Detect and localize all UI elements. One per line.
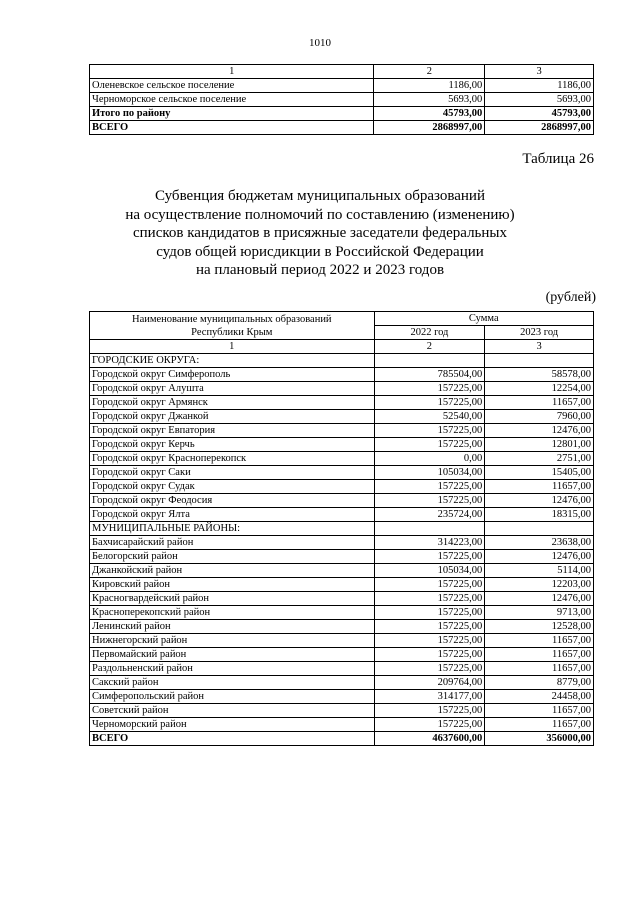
row-name-cell: Городской округ Симферополь: [90, 368, 375, 382]
row-name-cell: Городской округ Армянск: [90, 396, 375, 410]
table-row: [90, 592, 594, 606]
amount-2023-cell: 12801,00: [485, 438, 594, 452]
page-number: 1010: [309, 37, 331, 49]
amount-2023-cell: 15405,00: [485, 466, 594, 480]
column-number-1: 1: [90, 65, 374, 79]
row-name-cell: Ленинский район: [90, 620, 375, 634]
title-line: на плановый период 2022 и 2023 годов: [195, 262, 445, 278]
amount-2022-cell: 235724,00: [374, 508, 485, 522]
table-row: [90, 704, 594, 718]
column-number-1: 1: [90, 340, 375, 354]
amount-2022-cell: 157225,00: [374, 704, 485, 718]
table-row: [90, 107, 594, 121]
amount-2022-cell: 4637600,00: [374, 732, 485, 746]
table-row: [90, 466, 594, 480]
table-row: [90, 354, 594, 368]
table-row: [90, 634, 594, 648]
amount-2023-cell: 11657,00: [485, 634, 594, 648]
row-name-cell: Городской округ Красноперекопск: [90, 452, 375, 466]
amount-2023-cell: [485, 522, 594, 536]
table-row: [90, 368, 594, 382]
table-row: [90, 424, 594, 438]
table-row: [90, 452, 594, 466]
table-row: [90, 410, 594, 424]
amount-2023-cell: 12476,00: [485, 424, 594, 438]
sum-header: Сумма: [374, 312, 593, 326]
amount-2022-cell: 314177,00: [374, 690, 485, 704]
row-name-cell: Городской округ Керчь: [90, 438, 375, 452]
amount-2022-cell: 157225,00: [374, 662, 485, 676]
name-header-line-1: Наименование муниципальных образований: [132, 313, 332, 325]
amount-2023-cell: 24458,00: [485, 690, 594, 704]
column-number-3: 3: [485, 340, 594, 354]
table-row: [90, 494, 594, 508]
table-row: [90, 79, 594, 93]
amount-2023-cell: 8779,00: [485, 676, 594, 690]
amount-2023-cell: 23638,00: [485, 536, 594, 550]
amount-2022-cell: 785504,00: [374, 368, 485, 382]
amount-2022-cell: 157225,00: [374, 718, 485, 732]
column-number-3: 3: [485, 65, 594, 79]
row-name-cell: Городской округ Ялта: [90, 508, 375, 522]
amount-2022-cell: 157225,00: [374, 634, 485, 648]
table-row: [90, 578, 594, 592]
name-column-header: [90, 312, 375, 340]
row-name-cell: Черноморское сельское поселение: [90, 93, 374, 107]
amount-2022-cell: 157225,00: [374, 480, 485, 494]
amount-2022-cell: 209764,00: [374, 676, 485, 690]
numbering-row: [90, 340, 594, 354]
amount-2022-cell: 157225,00: [374, 606, 485, 620]
amount-2023-cell: 11657,00: [485, 718, 594, 732]
row-name-cell: Оленевское сельское поселение: [90, 79, 374, 93]
row-name-cell: Городской округ Джанкой: [90, 410, 375, 424]
row-name-cell: ГОРОДСКИЕ ОКРУГА:: [90, 354, 375, 368]
amount-2022-cell: 105034,00: [374, 466, 485, 480]
table-title: [0, 187, 640, 280]
row-name-cell: Первомайский район: [90, 648, 375, 662]
amount-2023-cell: 11657,00: [485, 480, 594, 494]
table-row: [90, 550, 594, 564]
amount-2022-cell: 157225,00: [374, 592, 485, 606]
table-row: [90, 606, 594, 620]
year-2022-header: 2022 год: [374, 326, 485, 340]
table-row: [90, 93, 594, 107]
table-row: [90, 690, 594, 704]
amount-2023-cell: 12476,00: [485, 592, 594, 606]
amount-2023-cell: 5114,00: [485, 564, 594, 578]
row-name-cell: Городской округ Саки: [90, 466, 375, 480]
amount-2022-cell: 157225,00: [374, 382, 485, 396]
row-name-cell: Бахчисарайский район: [90, 536, 375, 550]
amount-2023-cell: 11657,00: [485, 662, 594, 676]
row-name-cell: Кировский район: [90, 578, 375, 592]
amount-2022-cell: 157225,00: [374, 578, 485, 592]
table-row: [90, 564, 594, 578]
amount-2022-cell: 157225,00: [374, 438, 485, 452]
row-name-cell: Советский район: [90, 704, 375, 718]
title-line: на осуществление полномочий по составлению (изменению): [125, 206, 515, 223]
table-row: [90, 396, 594, 410]
unit-label: (рублей): [545, 290, 596, 305]
amount-2022-cell: 1186,00: [374, 79, 485, 93]
amount-2022-cell: 45793,00: [374, 107, 485, 121]
table-label: Таблица 26: [522, 151, 594, 167]
row-name-cell: Раздольненский район: [90, 662, 375, 676]
table-row: [90, 676, 594, 690]
column-number-2: 2: [374, 340, 485, 354]
row-name-cell: Городской округ Судак: [90, 480, 375, 494]
amount-2023-cell: 1186,00: [485, 79, 594, 93]
table-row: [90, 718, 594, 732]
table-row: [90, 382, 594, 396]
row-name-cell: ВСЕГО: [90, 121, 374, 135]
amount-2022-cell: 52540,00: [374, 410, 485, 424]
row-name-cell: Белогорский район: [90, 550, 375, 564]
table-row: [90, 732, 594, 746]
amount-2023-cell: 2868997,00: [485, 121, 594, 135]
row-name-cell: Городской округ Феодосия: [90, 494, 375, 508]
subvention-table: [89, 311, 594, 746]
amount-2023-cell: 11657,00: [485, 396, 594, 410]
title-line: списков кандидатов в присяжные заседатели федеральных: [133, 225, 507, 241]
header-row-1: [90, 312, 594, 326]
column-number-2: 2: [374, 65, 485, 79]
row-name-cell: Нижнегорский район: [90, 634, 375, 648]
row-name-cell: Симферопольский район: [90, 690, 375, 704]
amount-2022-cell: 157225,00: [374, 648, 485, 662]
amount-2023-cell: 12254,00: [485, 382, 594, 396]
row-name-cell: Итого по району: [90, 107, 374, 121]
table-row: [90, 121, 594, 135]
amount-2022-cell: [374, 354, 485, 368]
amount-2023-cell: 11657,00: [485, 704, 594, 718]
amount-2023-cell: 356000,00: [485, 732, 594, 746]
amount-2023-cell: 11657,00: [485, 648, 594, 662]
amount-2023-cell: 9713,00: [485, 606, 594, 620]
row-name-cell: Городской округ Евпатория: [90, 424, 375, 438]
amount-2022-cell: 2868997,00: [374, 121, 485, 135]
amount-2023-cell: 18315,00: [485, 508, 594, 522]
numbering-row: [90, 65, 594, 79]
amount-2023-cell: [485, 354, 594, 368]
table-row: [90, 648, 594, 662]
title-line: Субвенция бюджетам муниципальных образований: [155, 188, 485, 204]
row-name-cell: Красногвардейский район: [90, 592, 375, 606]
row-name-cell: Городской округ Алушта: [90, 382, 375, 396]
amount-2023-cell: 58578,00: [485, 368, 594, 382]
amount-2023-cell: 45793,00: [485, 107, 594, 121]
name-header-line-2: Республики Крым: [191, 326, 273, 338]
amount-2022-cell: [374, 522, 485, 536]
row-name-cell: ВСЕГО: [90, 732, 375, 746]
table-row: [90, 438, 594, 452]
row-name-cell: МУНИЦИПАЛЬНЫЕ РАЙОНЫ:: [90, 522, 375, 536]
table-row: [90, 620, 594, 634]
table-row: [90, 522, 594, 536]
continuation-table: [89, 64, 594, 135]
table-row: [90, 662, 594, 676]
amount-2022-cell: 157225,00: [374, 494, 485, 508]
row-name-cell: Черноморский район: [90, 718, 375, 732]
amount-2022-cell: 157225,00: [374, 620, 485, 634]
table-row: [90, 480, 594, 494]
amount-2022-cell: 314223,00: [374, 536, 485, 550]
row-name-cell: Джанкойский район: [90, 564, 375, 578]
amount-2022-cell: 157225,00: [374, 396, 485, 410]
row-name-cell: Красноперекопский район: [90, 606, 375, 620]
amount-2022-cell: 0,00: [374, 452, 485, 466]
table-row: [90, 508, 594, 522]
amount-2022-cell: 157225,00: [374, 550, 485, 564]
amount-2023-cell: 12476,00: [485, 494, 594, 508]
amount-2023-cell: 12528,00: [485, 620, 594, 634]
table-row: [90, 536, 594, 550]
title-line: судов общей юрисдикции в Российской Федерации: [156, 243, 484, 260]
amount-2023-cell: 12203,00: [485, 578, 594, 592]
amount-2023-cell: 5693,00: [485, 93, 594, 107]
year-2023-header: 2023 год: [485, 326, 594, 340]
amount-2022-cell: 105034,00: [374, 564, 485, 578]
amount-2023-cell: 2751,00: [485, 452, 594, 466]
row-name-cell: Сакский район: [90, 676, 375, 690]
amount-2022-cell: 157225,00: [374, 424, 485, 438]
amount-2022-cell: 5693,00: [374, 93, 485, 107]
amount-2023-cell: 12476,00: [485, 550, 594, 564]
amount-2023-cell: 7960,00: [485, 410, 594, 424]
